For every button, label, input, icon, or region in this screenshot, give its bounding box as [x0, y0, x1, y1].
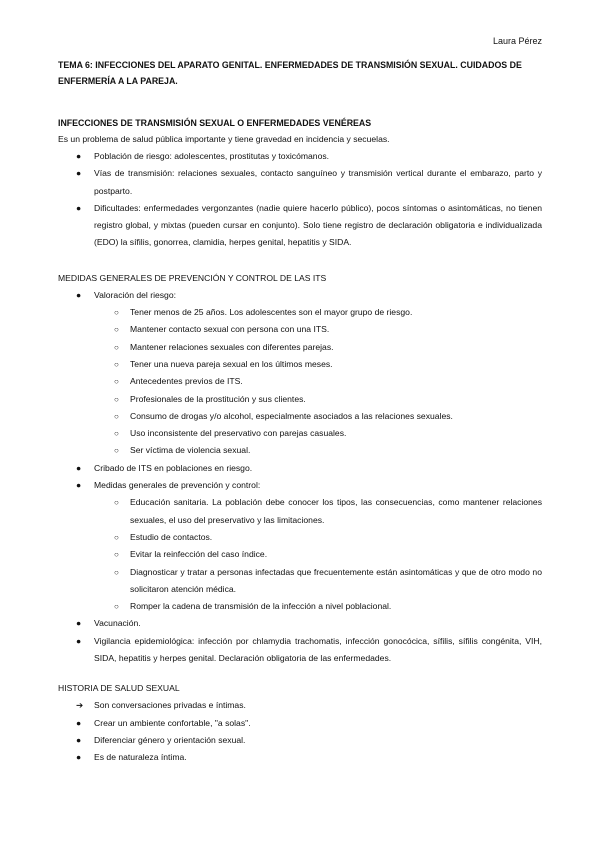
section3-heading: HISTORIA DE SALUD SEXUAL: [58, 683, 180, 694]
sub-list-item: ○ Profesionales de la prostitución y sus clientes.: [58, 391, 542, 408]
circle-bullet-icon: ○: [114, 567, 119, 577]
circle-bullet-icon: ○: [114, 532, 119, 542]
bullet-icon: ●: [76, 734, 82, 745]
document-title: TEMA 6: INFECCIONES DEL APARATO GENITAL. ENFERMEDADES DE TRANSMISIÓN SEXUAL. CUIDADOS DE ENFERMERÍA A LA PAREJA.: [58, 60, 522, 86]
list-item: ● Dificultades: enfermedades vergonzantes (nadie quiere hacerlo público), pocos síntomas o asintomáticas, no tienen registro global, y mixtas (pueden cursar en conjunto). Solo tiene registro de declaración obligatoria e individualizada (EDO) la sífilis, gonorrea, clamidia, herpes genital, hepatitis y SIDA.: [58, 200, 542, 252]
sub-list-item: ○ Educación sanitaria. La población debe conocer los tipos, las consecuencias, como mantener relaciones sexuales, el uso del preservativo y las limitaciones.: [58, 494, 542, 529]
circle-bullet-icon: ○: [114, 325, 119, 335]
bullet-icon: ●: [76, 635, 82, 646]
circle-bullet-icon: ○: [114, 498, 119, 508]
sub-list-item: ○ Antecedentes previos de ITS.: [58, 373, 542, 390]
bullet-icon: ●: [76, 618, 82, 629]
bullet-icon: ●: [76, 202, 82, 213]
circle-bullet-icon: ○: [114, 550, 119, 560]
bullet-icon: ●: [76, 462, 82, 473]
bullet-icon: ●: [76, 289, 82, 300]
sub-list-item: ○ Ser víctima de violencia sexual.: [58, 442, 542, 459]
sub-list-item: ○ Mantener relaciones sexuales con diferentes parejas.: [58, 339, 542, 356]
circle-bullet-icon: ○: [114, 394, 119, 404]
bullet-icon: ●: [76, 717, 82, 728]
bullet-icon: ●: [76, 151, 82, 161]
sub-list-item: ○ Mantener contacto sexual con persona con una ITS.: [58, 321, 542, 338]
circle-bullet-icon: ○: [114, 359, 119, 369]
circle-bullet-icon: ○: [114, 429, 119, 439]
circle-bullet-icon: ○: [114, 411, 119, 421]
section3-list: [58, 697, 542, 766]
sub-list-item: ○ Tener menos de 25 años. Los adolescentes son el mayor grupo de riesgo.: [58, 304, 542, 321]
list-item: ● Población de riesgo: adolescentes, prostitutas y toxicómanos.: [58, 148, 542, 165]
bullet-icon: ●: [76, 752, 82, 763]
list-item: ● Vías de transmisión: relaciones sexuales, contacto sanguíneo y transmisión vertical durante el embarazo, parto y postparto.: [58, 165, 542, 200]
document-body: [58, 57, 542, 767]
list-item: ● Vacunación.: [58, 615, 542, 632]
sub-list-item: ○ Uso inconsistente del preservativo con parejas casuales.: [58, 425, 542, 442]
bullet-icon: ●: [76, 168, 82, 179]
circle-bullet-icon: ○: [114, 342, 119, 352]
arrow-right-icon: ➔: [76, 700, 84, 711]
section1-intro: Es un problema de salud pública importante y tiene gravedad en incidencia y secuelas.: [58, 134, 390, 144]
circle-bullet-icon: ○: [114, 308, 119, 318]
circle-bullet-icon: ○: [114, 446, 119, 456]
bullet-icon: ●: [76, 480, 82, 491]
sub-list-item: ○ Tener una nueva pareja sexual en los últimos meses.: [58, 356, 542, 373]
sub-list-item: ○ Evitar la reinfección del caso índice.: [58, 546, 542, 563]
list-item: ● Es de naturaleza íntima.: [58, 749, 542, 766]
list-item: ● Diferenciar género y orientación sexual.: [58, 732, 542, 749]
list-item: ● Crear un ambiente confortable, "a solas".: [58, 715, 542, 732]
circle-bullet-icon: ○: [114, 602, 119, 612]
section1-heading: INFECCIONES DE TRANSMISIÓN SEXUAL O ENFERMEDADES VENÉREAS: [58, 118, 372, 128]
section2-heading: MEDIDAS GENERALES DE PREVENCIÓN Y CONTROL DE LAS ITS: [58, 272, 327, 283]
list-item: ● Cribado de ITS en poblaciones en riesgo.: [58, 460, 542, 477]
author-name: Laura Pérez: [492, 36, 542, 46]
list-item: ● Vigilancia epidemiológica: infección por chlamydia trachomatis, infección gonocócica, sífilis, sífilis congénita, VIH, SIDA, hepatitis y herpes genital. Declaración obligatoria de las enfermedades.: [58, 633, 542, 668]
section2-list: [58, 287, 542, 668]
list-item: ● Medidas generales de prevención y control:: [58, 477, 542, 494]
circle-bullet-icon: ○: [114, 377, 119, 387]
list-item: ➔ Son conversaciones privadas e íntimas.: [58, 697, 542, 714]
sub-list-item: ○ Diagnosticar y tratar a personas infectadas que frecuentemente están asintomáticas y que de otro modo no solicitaron atención médica.: [58, 564, 542, 599]
sub-list-item: ○ Estudio de contactos.: [58, 529, 542, 546]
sub-list-item: ○ Consumo de drogas y/o alcohol, especialmente asociados a las relaciones sexuales.: [58, 408, 542, 425]
section1-list: [58, 148, 542, 252]
list-item: ● Valoración del riesgo:: [58, 287, 542, 304]
sub-list-item: ○ Romper la cadena de transmisión de la infección a nivel poblacional.: [58, 598, 542, 615]
